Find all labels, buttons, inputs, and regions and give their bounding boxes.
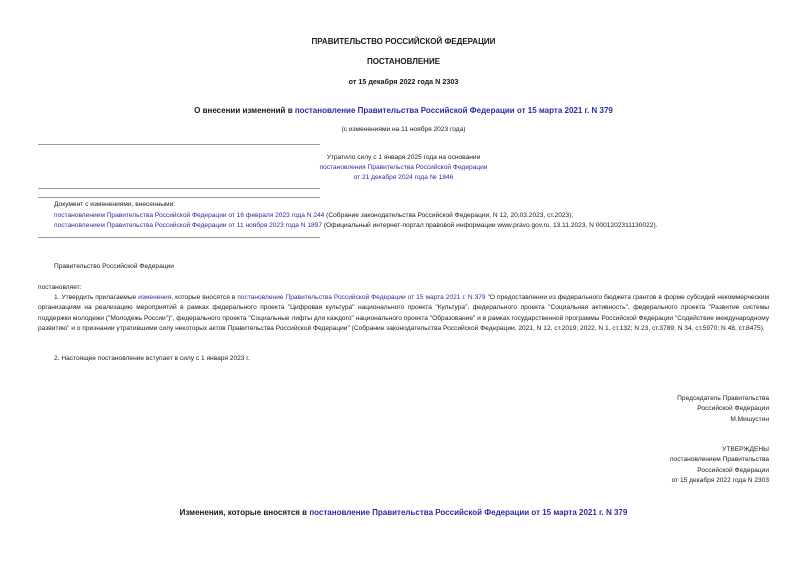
signature-name: М.Мишустин (730, 415, 769, 423)
change-item-source: (Собрание законодательства Российской Федерации, N 12, 20.03.2023, ст.2023); (324, 212, 574, 219)
paragraph-1-middle: , которые вносятся в (171, 294, 238, 301)
document-date-number: от 15 декабря 2022 года N 2303 (348, 77, 459, 86)
amended-decree-link[interactable]: постановление Правительства Российской Федерации от 15 марта 2021 г. N 379 (237, 294, 486, 301)
divider (38, 237, 320, 238)
change-item (54, 211, 573, 221)
expiry-basis-date-link[interactable]: от 21 декабря 2024 года № 1846 (353, 174, 454, 181)
divider (38, 197, 320, 198)
title-link[interactable]: постановление Правительства Российской Федерации от 15 марта 2021 г. N 379 (294, 106, 613, 115)
decides: постановляет: (38, 284, 82, 291)
title-prefix: О внесении изменений в (194, 106, 295, 115)
signature-block (569, 394, 769, 425)
amendments-link[interactable]: изменения (138, 294, 172, 301)
paragraph-1 (38, 293, 769, 334)
paragraph-2: 2. Настоящее постановление вступает в силу с 1 января 2023 г. (54, 355, 250, 362)
divider (38, 188, 320, 189)
annex-title (0, 507, 807, 518)
paragraph-1-start: 1. Утвердить прилагаемые (54, 294, 139, 301)
government-title: ПРАВИТЕЛЬСТВО РОССИЙСКОЙ ФЕДЕРАЦИИ (311, 37, 496, 46)
document-type: ПОСТАНОВЛЕНИЕ (366, 57, 441, 66)
approval-by: постановлением Правительства (669, 456, 769, 464)
signature-body: Российской Федерации (697, 405, 769, 413)
issuer: Правительство Российской Федерации (54, 263, 174, 270)
expiry-line: Утратило силу с 1 января 2025 года на основании (326, 154, 481, 161)
annex-title-link[interactable]: постановление Правительства Российской Федерации от 15 марта 2021 г. N 379 (309, 508, 628, 517)
paragraph-1-end: "О предоставлении из федерального бюджета грантов в форме субсидий некоммерческим организациям на реализацию мероприятий в рамках федерального проекта "Цифровая культура" национального проекта "Культура", федерального проекта "Социальная активность", федерального проекта "Развитие системы поддержки молодежи ("Молодежь России")", федерального проекта "Социальные лифты для каждого" национального проекта "Образование" и в рамках государственной программы Российской Федерации "Содействие международному развитию" и о признании утратившими силу некоторых актов Правительства Российской Федерации" (Собрание законодательства Российской Федерации, 2021, N 12, ст.2019; 2022, N 1, ст.132; N 23, ст.3789; N 34, ст.5970; N 48, ст.8475). (38, 294, 769, 332)
document-title (0, 105, 807, 116)
change-item (54, 221, 657, 231)
annex-title-prefix: Изменения, которые вносятся в (179, 508, 310, 517)
approval-heading: УТВЕРЖДЕНЫ (722, 446, 769, 453)
change-item-link[interactable]: постановлением Правительства Российской Федерации от 11 ноября 2023 года N 1897 (54, 222, 322, 229)
change-item-source: (Официальный интернет-портал правовой информации www.pravo.gov.ru, 13.11.2023, N 0001202311130022). (322, 222, 658, 229)
changes-intro: Документ с изменениями, внесенными: (54, 201, 176, 208)
approval-body: Российской Федерации (697, 466, 769, 474)
change-item-link[interactable]: постановлением Правительства Российской Федерации от 16 февраля 2023 года N 244 (54, 212, 325, 219)
expiry-basis-link[interactable]: постановления Правительства Российской Федерации (319, 164, 488, 171)
divider (38, 144, 320, 145)
approval-block (569, 445, 769, 486)
signature-position: Председатель Правительства (677, 395, 769, 402)
approval-date: от 15 декабря 2022 года N 2303 (671, 476, 769, 484)
amendment-note: (с изменениями на 11 ноября 2023 года) (341, 126, 466, 133)
